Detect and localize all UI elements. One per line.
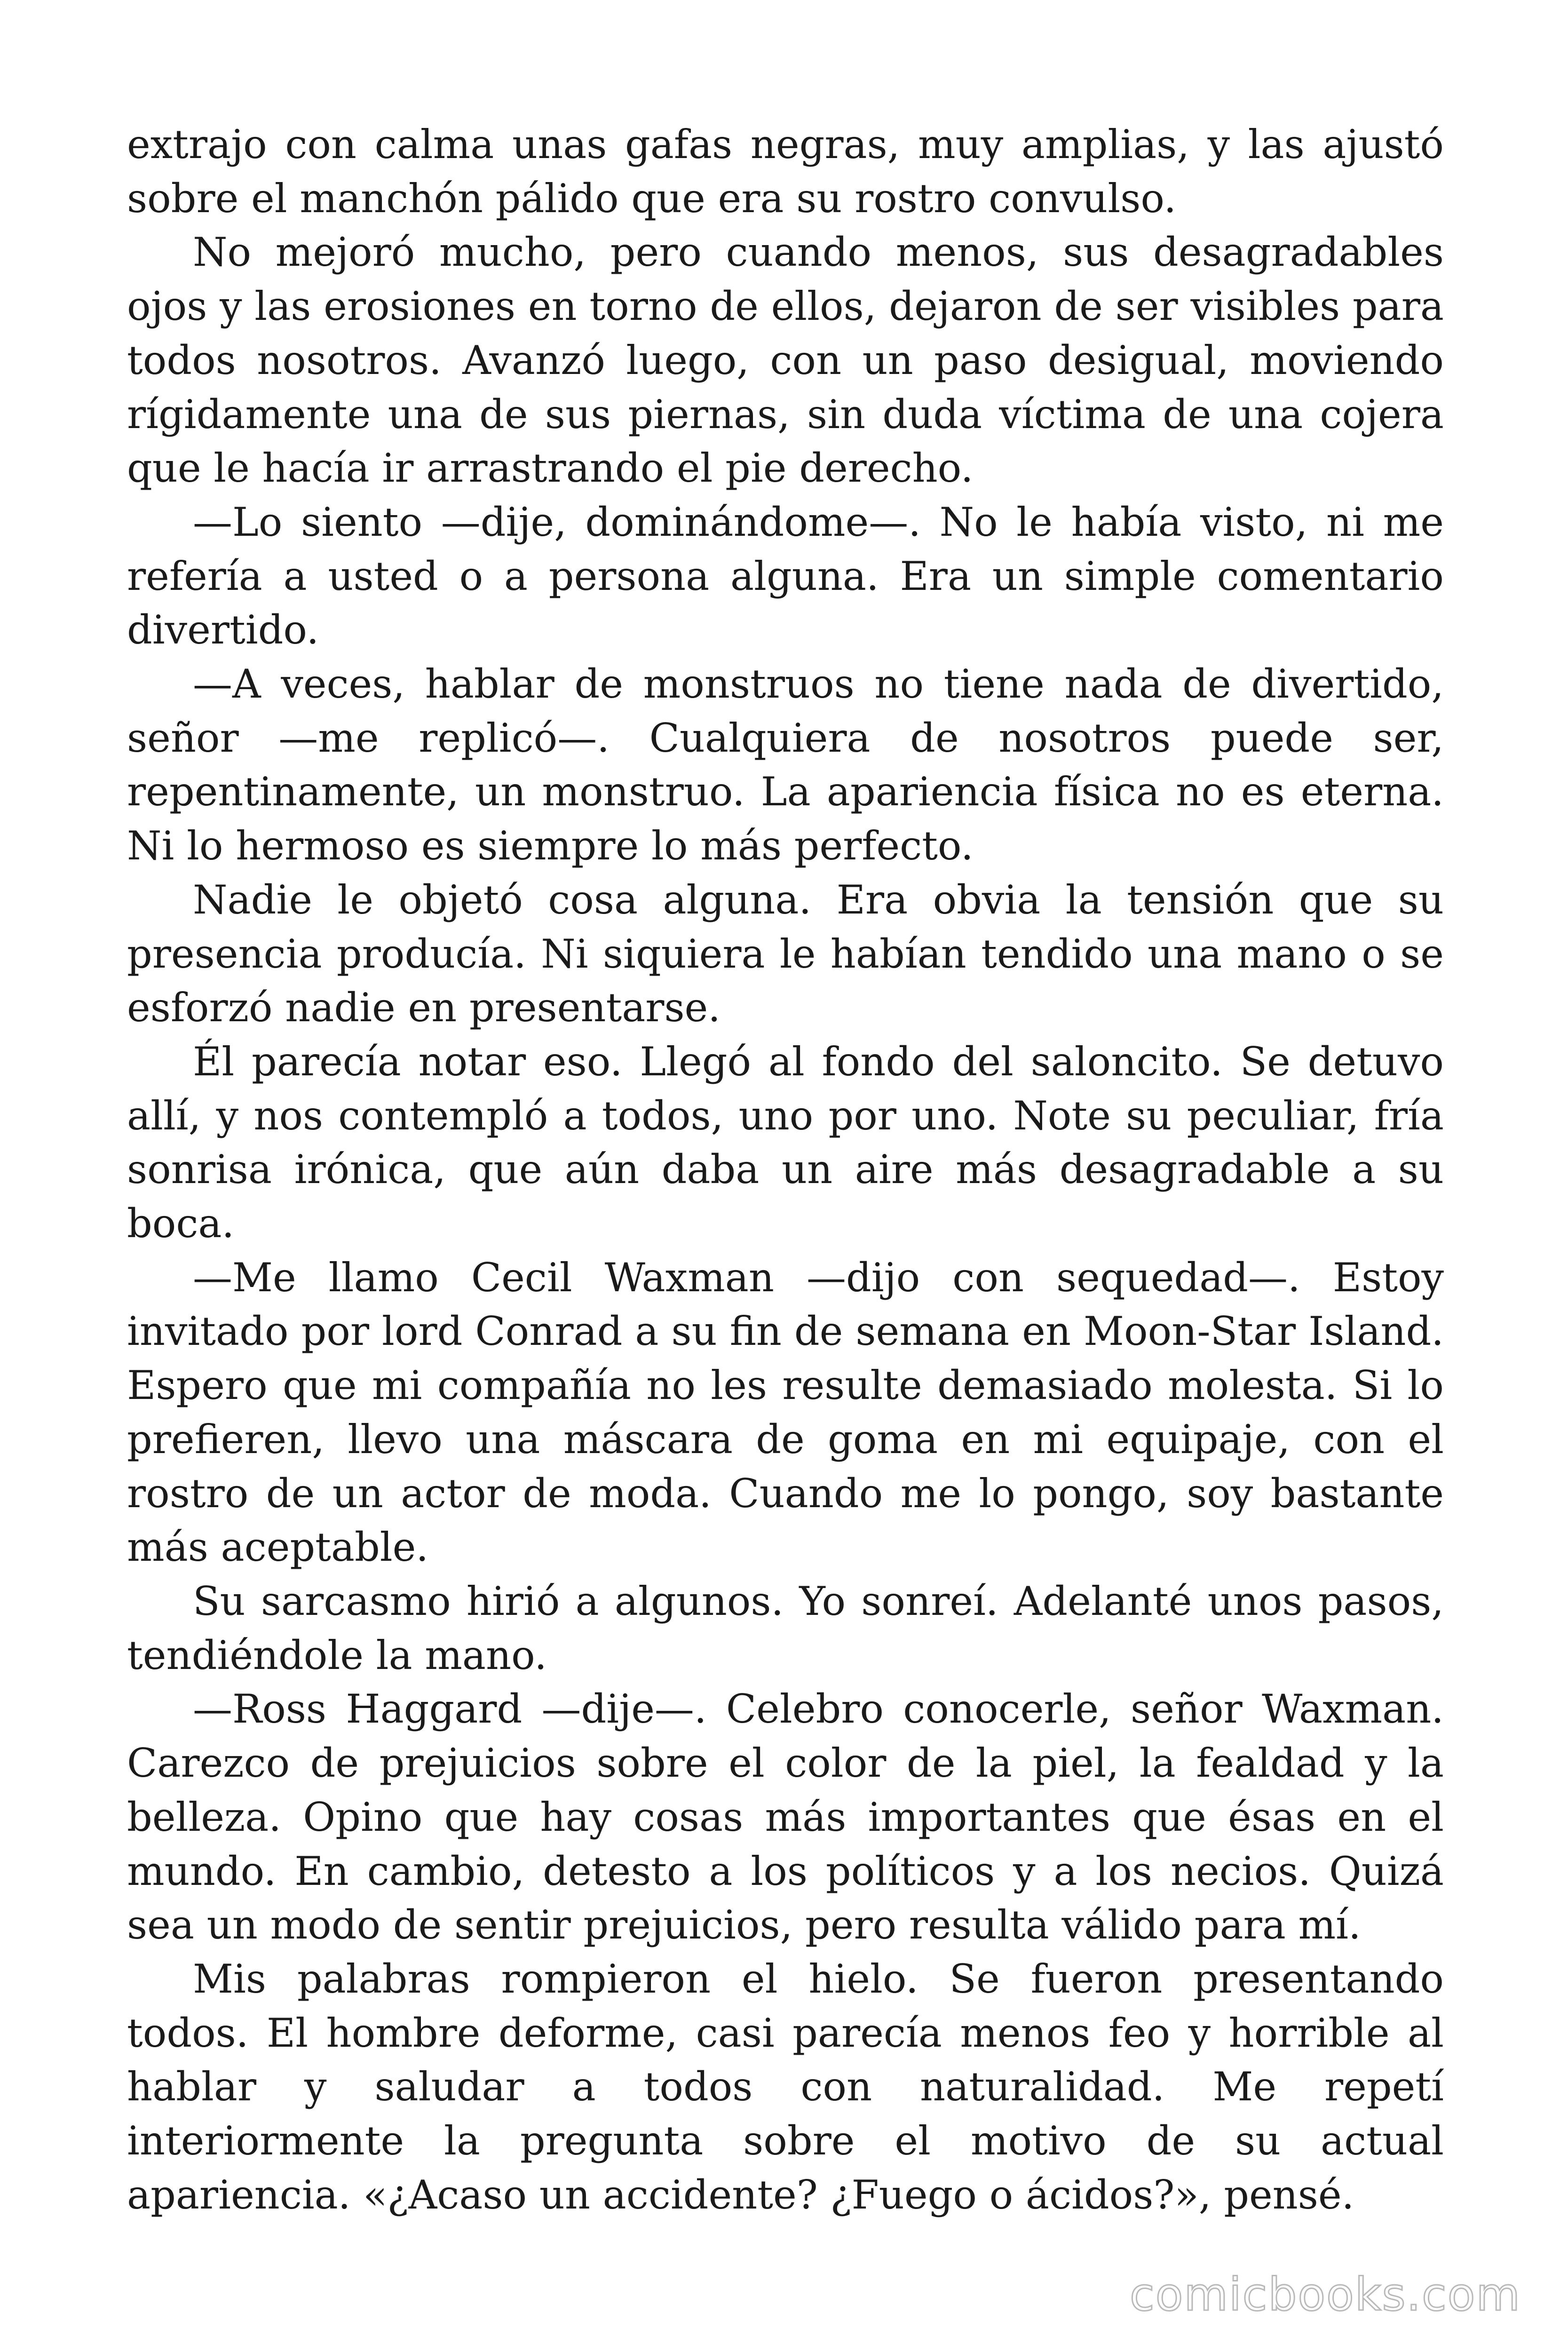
paragraph-8: Su sarcasmo hirió a algunos. Yo sonreí. Adelanté unos pasos, tendiéndole la mano. bbox=[127, 1578, 1444, 1678]
paragraph-9: —Ross Haggard —dije—. Celebro conocerle, señor Waxman. Carezco de prejuicios sobre el color de la piel, la fealdad y la belleza. Opino que hay cosas más importantes que ésas en el mundo. En cambio, detesto a los políticos y a los necios. Quizá sea un modo de sentir prejuicios, pero resulta válido para mí. bbox=[127, 1686, 1444, 1948]
body-text bbox=[127, 118, 1444, 2222]
paragraph-2: No mejoró mucho, pero cuando menos, sus desagradables ojos y las erosiones en torno de ellos, dejaron de ser visibles para todos nosotros. Avanzó luego, con un paso desigual, moviendo rígidamente una de sus piernas, sin duda víctima de una cojera que le hacía ir arrastrando el pie derecho. bbox=[127, 229, 1444, 492]
watermark: comicbooks.com bbox=[1129, 2268, 1521, 2321]
paragraph-1: extrajo con calma unas gafas negras, muy amplias, y las ajustó sobre el manchón pálido que era su rostro convulso. bbox=[127, 121, 1444, 222]
paragraph-6: Él parecía notar eso. Llegó al fondo del saloncito. Se detuvo allí, y nos contempló a todos, uno por uno. Note su peculiar, fría sonrisa irónica, que aún daba un aire más desagradable a su boca. bbox=[127, 1038, 1444, 1247]
paragraph-4: —A veces, hablar de monstruos no tiene nada de divertido, señor —me replicó—. Cualquiera de nosotros puede ser, repentinamente, un monstruo. La apariencia física no es eterna. Ni lo hermoso es siempre lo más perfecto. bbox=[127, 661, 1444, 869]
paragraph-5: Nadie le objetó cosa alguna. Era obvia la tensión que su presencia producía. Ni siquiera le habían tendido una mano o se esforzó nadie en presentarse. bbox=[127, 876, 1444, 1031]
paragraph-3: —Lo siento —dije, dominándome—. No le había visto, ni me refería a usted o a persona alguna. Era un simple comentario divertido. bbox=[127, 499, 1444, 653]
paragraph-7: —Me llamo Cecil Waxman —dijo con sequedad—. Estoy invitado por lord Conrad a su fin de semana en Moon-Star Island. Espero que mi compañía no les resulte demasiado molesta. Si lo prefieren, llevo una máscara de goma en mi equipaje, con el rostro de un actor de moda. Cuando me lo pongo, soy bastante más aceptable. bbox=[127, 1254, 1444, 1571]
paragraph-10: Mis palabras rompieron el hielo. Se fueron presentando todos. El hombre deforme, casi parecía menos feo y horrible al hablar y saludar a todos con naturalidad. Me repetí interiormente la pregunta sobre el motivo de su actual apariencia. «¿Acaso un accidente? ¿Fuego o ácidos?», pensé. bbox=[127, 1955, 1444, 2218]
